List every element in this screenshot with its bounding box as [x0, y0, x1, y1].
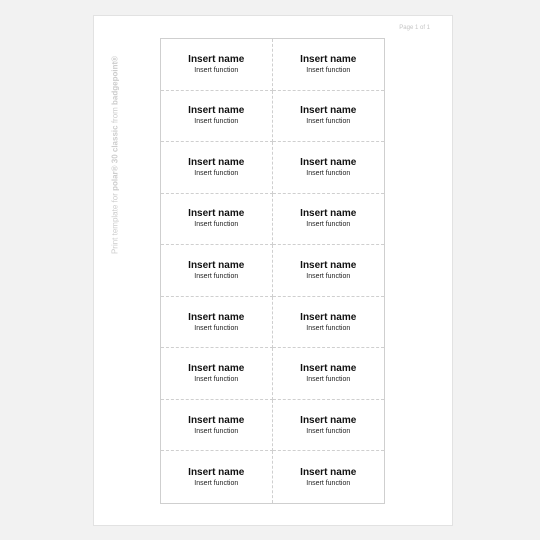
- badge-card[interactable]: [161, 348, 273, 400]
- badge-sheet: [160, 38, 385, 504]
- badge-card[interactable]: [273, 451, 385, 503]
- badge-name[interactable]: Insert name: [188, 208, 245, 220]
- badge-function[interactable]: Insert function: [194, 479, 239, 487]
- badge-card[interactable]: [161, 297, 273, 349]
- badge-function[interactable]: Insert function: [194, 376, 239, 384]
- badge-name[interactable]: Insert name: [188, 414, 245, 426]
- badge-card[interactable]: [273, 245, 385, 297]
- badge-function[interactable]: Insert function: [306, 169, 351, 177]
- badge-function[interactable]: Insert function: [194, 66, 239, 74]
- badge-card[interactable]: [273, 400, 385, 452]
- badge-name[interactable]: Insert name: [300, 208, 357, 220]
- page-counter: Page 1 of 1: [399, 25, 430, 31]
- badge-function[interactable]: Insert function: [306, 427, 351, 435]
- badge-function[interactable]: Insert function: [306, 479, 351, 487]
- badge-function[interactable]: Insert function: [194, 221, 239, 229]
- badge-function[interactable]: Insert function: [306, 66, 351, 74]
- badge-function[interactable]: Insert function: [306, 272, 351, 280]
- badge-function[interactable]: Insert function: [194, 169, 239, 177]
- badge-name[interactable]: Insert name: [188, 105, 245, 117]
- badge-name[interactable]: Insert name: [188, 53, 245, 65]
- badge-name[interactable]: Insert name: [188, 259, 245, 271]
- print-template-caption: [111, 56, 120, 254]
- badge-name[interactable]: Insert name: [300, 105, 357, 117]
- caption-product: polar® 30 classic: [110, 125, 120, 191]
- badge-name[interactable]: Insert name: [300, 466, 357, 478]
- badge-card[interactable]: [161, 451, 273, 503]
- badge-name[interactable]: Insert name: [188, 311, 245, 323]
- badge-function[interactable]: Insert function: [306, 118, 351, 126]
- badge-name[interactable]: Insert name: [300, 363, 357, 375]
- badge-function[interactable]: Insert function: [306, 324, 351, 332]
- badge-card[interactable]: [161, 194, 273, 246]
- badge-card[interactable]: [161, 91, 273, 143]
- badge-name[interactable]: Insert name: [300, 156, 357, 168]
- badge-function[interactable]: Insert function: [194, 427, 239, 435]
- badge-function[interactable]: Insert function: [194, 324, 239, 332]
- badge-card[interactable]: [273, 39, 385, 91]
- badge-card[interactable]: [161, 142, 273, 194]
- badge-function[interactable]: Insert function: [194, 118, 239, 126]
- badge-name[interactable]: Insert name: [188, 363, 245, 375]
- badge-name[interactable]: Insert name: [300, 259, 357, 271]
- badge-card[interactable]: [161, 245, 273, 297]
- badge-name[interactable]: Insert name: [188, 156, 245, 168]
- caption-middle: from: [110, 104, 120, 126]
- badge-function[interactable]: Insert function: [306, 221, 351, 229]
- badge-name[interactable]: Insert name: [300, 414, 357, 426]
- badge-card[interactable]: [273, 91, 385, 143]
- caption-prefix: Print template for: [110, 190, 120, 255]
- badge-name[interactable]: Insert name: [300, 53, 357, 65]
- badge-card[interactable]: [273, 194, 385, 246]
- badge-name[interactable]: Insert name: [300, 311, 357, 323]
- badge-card[interactable]: [161, 400, 273, 452]
- badge-card[interactable]: [273, 348, 385, 400]
- badge-function[interactable]: Insert function: [306, 376, 351, 384]
- caption-brand: badgepoint®: [110, 55, 120, 105]
- badge-function[interactable]: Insert function: [194, 272, 239, 280]
- badge-card[interactable]: [161, 39, 273, 91]
- badge-card[interactable]: [273, 142, 385, 194]
- badge-name[interactable]: Insert name: [188, 466, 245, 478]
- badge-card[interactable]: [273, 297, 385, 349]
